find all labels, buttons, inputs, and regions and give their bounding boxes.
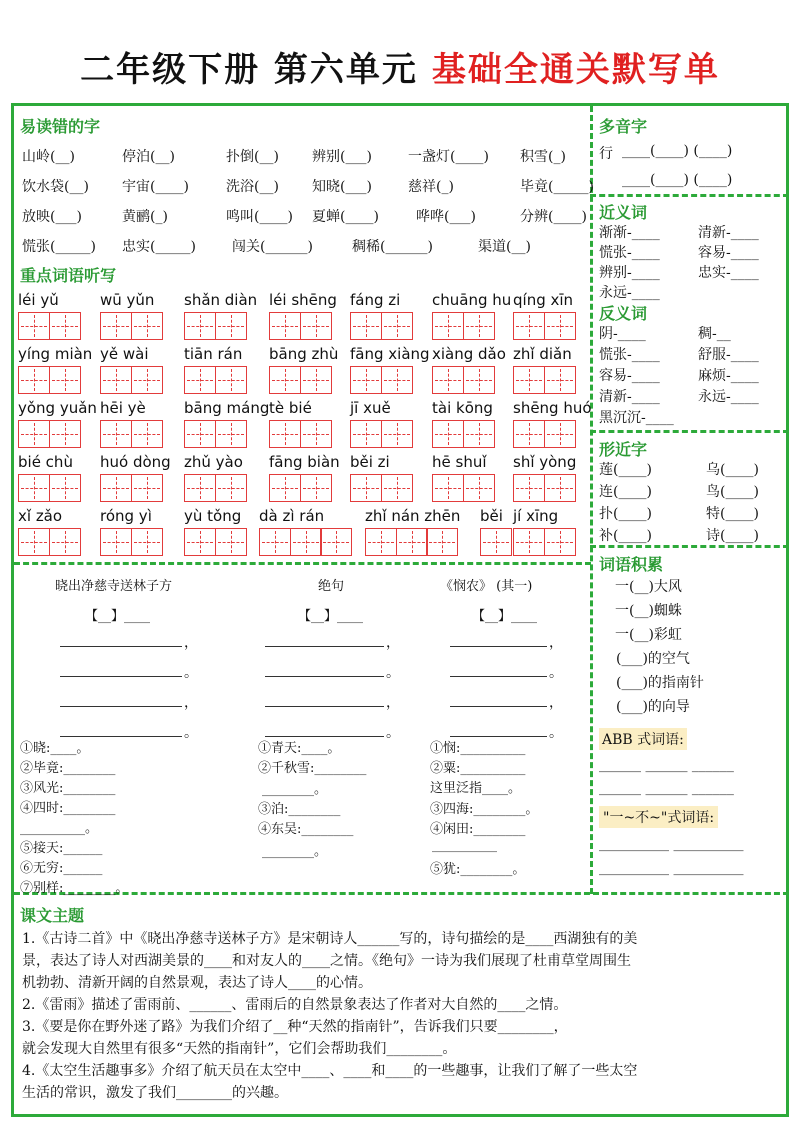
pinyin-label: běi zi: [350, 453, 390, 471]
grid-cell[interactable]: [215, 366, 247, 394]
writing-grid[interactable]: [259, 528, 351, 556]
pinyin-label: bāng zhù: [269, 345, 339, 363]
grid-cell[interactable]: [49, 366, 81, 394]
grid-cell[interactable]: [300, 420, 332, 448]
grid-cell[interactable]: [300, 474, 332, 502]
pinyin-label: dà zì rán: [259, 507, 325, 525]
yibu-blanks: __________ __________: [599, 860, 744, 876]
grid-cell[interactable]: [184, 312, 216, 340]
grid-cell[interactable]: [184, 420, 216, 448]
grid-cell[interactable]: [513, 420, 545, 448]
word-item: 慌张(_____): [22, 239, 96, 255]
word-item: 稠稀(______): [352, 239, 433, 255]
poem-line-blank[interactable]: [265, 706, 384, 707]
grid-cell[interactable]: [49, 474, 81, 502]
note-item: ①悯:__________: [430, 741, 526, 756]
divider: [590, 430, 789, 433]
grid-cell[interactable]: [300, 366, 332, 394]
note-item: ①晓:____。: [20, 741, 90, 756]
poem-author-blank: 【__】____: [472, 609, 538, 624]
note-item: ⑥无穷:______: [20, 861, 103, 876]
writing-grid[interactable]: [513, 312, 574, 340]
abb-label: ABB 式词语:: [599, 728, 687, 750]
word-item: 宇宙(____): [122, 179, 189, 195]
pinyin-label: léi shēng: [269, 291, 337, 309]
grid-cell[interactable]: [426, 528, 458, 556]
note-item: __________。: [20, 821, 99, 836]
note-item: 这里泛指____。: [430, 781, 522, 796]
pinyin-label: zhǐ nán zhēn: [365, 507, 461, 525]
note-item: ②千秋雪:________: [258, 761, 367, 776]
grid-cell[interactable]: [49, 312, 81, 340]
note-item: ③四海:________。: [430, 802, 539, 817]
word-item: 黄鹂(_): [122, 209, 168, 225]
synonym-item: 永远-____: [599, 285, 660, 301]
theme-line: 4.《太空生活趣事多》介绍了航天员在太空中____、____和____的一些趣事，让我们了解了一些太空: [22, 1063, 638, 1079]
theme-line: 机勃勃、清新开阔的自然景观，表达了诗人____的心情。: [22, 975, 372, 991]
antonym-item: 容易-____: [599, 368, 660, 384]
grid-cell[interactable]: [259, 528, 291, 556]
synonym-item: 忠实-____: [698, 265, 759, 281]
grid-cell[interactable]: [184, 366, 216, 394]
pinyin-label: jí xīng: [513, 507, 559, 525]
writing-grid[interactable]: [350, 420, 411, 448]
grid-cell[interactable]: [131, 474, 163, 502]
similar-char-item: 连(____): [599, 484, 652, 500]
punctuation: 。: [549, 725, 563, 741]
poem-line-blank[interactable]: [450, 646, 547, 647]
note-item: ④四时:________: [20, 801, 116, 816]
note-item: ③风光:________: [20, 781, 116, 796]
poem-author-blank: 【__】____: [85, 609, 151, 624]
writing-grid[interactable]: [513, 366, 574, 394]
note-item: ②粟:__________: [430, 761, 526, 776]
poem-line-blank[interactable]: [60, 706, 182, 707]
synonym-item: 辨别-____: [599, 265, 660, 281]
antonym-item: 阴-____: [599, 326, 646, 342]
grid-cell[interactable]: [269, 474, 301, 502]
grid-cell[interactable]: [513, 366, 545, 394]
punctuation: 。: [549, 665, 563, 681]
antonym-item: 永远-____: [698, 389, 759, 405]
duoyin-char: 行: [599, 146, 613, 162]
word-item: 停泊(__): [122, 149, 175, 165]
punctuation: ，: [386, 635, 400, 651]
punctuation: 。: [184, 725, 198, 741]
pinyin-label: yù tǒng: [184, 507, 242, 525]
grid-cell[interactable]: [381, 420, 413, 448]
similar-char-item: 乌(____): [706, 462, 759, 478]
writing-grid[interactable]: [269, 420, 330, 448]
punctuation: 。: [386, 665, 400, 681]
grid-cell[interactable]: [544, 474, 576, 502]
grid-cell[interactable]: [49, 420, 81, 448]
writing-grid[interactable]: [432, 312, 493, 340]
divider: [590, 194, 789, 197]
pinyin-label: léi yǔ: [18, 291, 59, 309]
word-item: 渠道(__): [478, 239, 531, 255]
word-item: 慈祥(_): [408, 179, 454, 195]
pinyin-label: fáng zi: [350, 291, 401, 309]
poem-line-blank[interactable]: [265, 676, 384, 677]
writing-grid[interactable]: [269, 312, 330, 340]
pinyin-label: qíng xīn: [513, 291, 574, 309]
word-item: 分辨(____): [520, 209, 587, 225]
divider: [14, 562, 591, 565]
pinyin-label: yíng miàn: [18, 345, 93, 363]
grid-cell[interactable]: [463, 474, 495, 502]
poem-line-blank[interactable]: [450, 706, 547, 707]
grid-cell[interactable]: [18, 312, 50, 340]
pinyin-label: shǎn diàn: [184, 291, 258, 309]
writing-grid[interactable]: [18, 420, 79, 448]
grid-cell[interactable]: [215, 474, 247, 502]
section-heading-ciyu: 词语积累: [599, 555, 664, 574]
poem-line-blank[interactable]: [265, 646, 384, 647]
word-item: 鸣叫(____): [226, 209, 293, 225]
pinyin-label: yǒng yuǎn: [18, 399, 97, 417]
note-item: ⑤接天:______: [20, 841, 103, 856]
word-item: 闯关(______): [232, 239, 313, 255]
word-item: 饮水袋(__): [22, 179, 89, 195]
similar-char-item: 特(____): [706, 506, 759, 522]
similar-char-item: 鸟(____): [706, 484, 759, 500]
poem-line-blank[interactable]: [450, 676, 547, 677]
yibu-blanks: __________ __________: [599, 836, 744, 852]
poem-title: 绝句: [318, 579, 345, 594]
section-heading-zhuti: 课文主题: [20, 906, 85, 925]
grid-cell[interactable]: [100, 420, 132, 448]
pinyin-label: zhǐ diǎn: [513, 345, 572, 363]
pinyin-label: bié chù: [18, 453, 73, 471]
poem-title: 《悯农》 (其一): [440, 579, 533, 594]
phrase-item: 一(__)大风: [615, 579, 682, 595]
grid-cell[interactable]: [131, 312, 163, 340]
grid-cell[interactable]: [131, 420, 163, 448]
antonym-item: 清新-____: [599, 389, 660, 405]
word-item: 洗浴(__): [226, 179, 279, 195]
theme-line: 生活的常识，激发了我们________的兴趣。: [22, 1085, 288, 1101]
grid-cell[interactable]: [432, 474, 464, 502]
pinyin-label: běi: [480, 507, 503, 525]
punctuation: 。: [386, 725, 400, 741]
writing-grid[interactable]: [184, 366, 245, 394]
writing-grid[interactable]: [18, 528, 79, 556]
writing-grid[interactable]: [100, 528, 161, 556]
theme-line: 1.《古诗二首》中《晓出净慈寺送林子方》是宋朝诗人______写的，诗句描绘的是____西湖独有的美: [22, 931, 638, 947]
theme-line: 景，表达了诗人对西湖美景的____和对友人的____之情。《绝句》一诗为我们展现了杜甫草堂周围生: [22, 953, 631, 969]
grid-cell[interactable]: [18, 474, 50, 502]
writing-grid[interactable]: [432, 420, 493, 448]
note-item: ②毕竟:________: [20, 761, 116, 776]
theme-line: 就会发现大自然里有很多“天然的指南针”，它们会帮助我们________。: [22, 1041, 457, 1057]
word-item: 放映(___): [22, 209, 82, 225]
poem-line-blank[interactable]: [60, 646, 182, 647]
grid-cell[interactable]: [381, 366, 413, 394]
grid-cell[interactable]: [350, 312, 382, 340]
section-heading-duoyin: 多音字: [599, 117, 648, 136]
grid-cell[interactable]: [18, 420, 50, 448]
poem-title: 晓出净慈寺送林子方: [55, 579, 173, 594]
pinyin-label: fāng xiàng: [350, 345, 430, 363]
grid-cell[interactable]: [269, 312, 301, 340]
grid-cell[interactable]: [463, 366, 495, 394]
writing-grid[interactable]: [184, 528, 245, 556]
pinyin-label: xiàng dǎo: [432, 345, 506, 363]
pinyin-label: shǐ yòng: [513, 453, 577, 471]
grid-cell[interactable]: [300, 312, 332, 340]
writing-grid[interactable]: [350, 366, 411, 394]
section-heading-xingjin: 形近字: [599, 440, 648, 459]
word-item: 夏蝉(____): [312, 209, 379, 225]
antonym-item: 黑沉沉-____: [599, 410, 674, 426]
antonym-item: 慌张-____: [599, 347, 660, 363]
word-item: 积雪(_): [520, 149, 566, 165]
synonym-item: 清新-____: [698, 225, 759, 241]
note-item: ________。: [262, 844, 328, 859]
grid-cell[interactable]: [432, 420, 464, 448]
grid-cell[interactable]: [215, 420, 247, 448]
grid-cell[interactable]: [215, 528, 247, 556]
punctuation: ，: [184, 635, 198, 651]
pinyin-label: huó dòng: [100, 453, 171, 471]
grid-cell[interactable]: [215, 312, 247, 340]
note-item: ①青天:____。: [258, 741, 341, 756]
grid-cell[interactable]: [184, 474, 216, 502]
phrase-item: (___)的向导: [616, 699, 690, 715]
writing-grid[interactable]: [100, 420, 161, 448]
grid-cell[interactable]: [350, 366, 382, 394]
grid-cell[interactable]: [513, 474, 545, 502]
phrase-item: 一(__)蜘蛛: [615, 603, 682, 619]
divider: [590, 106, 593, 894]
grid-cell[interactable]: [290, 528, 322, 556]
phrase-item: (___)的指南针: [616, 675, 704, 691]
writing-grid[interactable]: [269, 474, 330, 502]
writing-grid[interactable]: [18, 474, 79, 502]
antonym-item: 麻烦-____: [698, 368, 759, 384]
grid-cell[interactable]: [365, 528, 397, 556]
grid-cell[interactable]: [18, 528, 50, 556]
similar-char-item: 莲(____): [599, 462, 652, 478]
grid-cell[interactable]: [131, 366, 163, 394]
grid-cell[interactable]: [100, 312, 132, 340]
writing-grid[interactable]: [269, 366, 330, 394]
writing-grid[interactable]: [365, 528, 457, 556]
grid-cell[interactable]: [100, 366, 132, 394]
pinyin-label: tiān rán: [184, 345, 243, 363]
word-item: 扑倒(__): [226, 149, 279, 165]
writing-grid[interactable]: [350, 312, 411, 340]
writing-grid[interactable]: [184, 312, 245, 340]
note-item: ③泊:________: [258, 802, 341, 817]
abb-blanks: ______ ______ ______: [599, 757, 734, 773]
punctuation: 。: [184, 665, 198, 681]
pinyin-label: xǐ zǎo: [18, 507, 63, 525]
divider: [14, 892, 789, 895]
grid-cell[interactable]: [544, 366, 576, 394]
grid-cell[interactable]: [320, 528, 352, 556]
section-heading-yidu: 易读错的字: [20, 117, 101, 136]
punctuation: ，: [549, 635, 563, 651]
writing-grid[interactable]: [513, 528, 574, 556]
pinyin-label: bāng máng: [184, 399, 270, 417]
word-item: 辨别(___): [312, 149, 372, 165]
grid-cell[interactable]: [396, 528, 428, 556]
grid-cell[interactable]: [350, 474, 382, 502]
grid-cell[interactable]: [463, 312, 495, 340]
grid-cell[interactable]: [544, 528, 576, 556]
pinyin-label: hēi yè: [100, 399, 146, 417]
note-item: ________。: [262, 782, 328, 797]
pinyin-label: hē shuǐ: [432, 453, 487, 471]
grid-cell[interactable]: [513, 528, 545, 556]
grid-cell[interactable]: [432, 366, 464, 394]
pinyin-label: zhǔ yào: [184, 453, 243, 471]
antonym-item: 舒服-____: [698, 347, 759, 363]
section-heading-jinyi: 近义词: [599, 203, 648, 222]
punctuation: ，: [386, 695, 400, 711]
similar-char-item: 扑(____): [599, 506, 652, 522]
pinyin-label: wū yǔn: [100, 291, 155, 309]
writing-grid[interactable]: [480, 528, 511, 556]
writing-grid[interactable]: [18, 312, 79, 340]
poem-author-blank: 【__】____: [298, 609, 364, 624]
similar-char-item: 诗(____): [706, 528, 759, 544]
grid-cell[interactable]: [381, 312, 413, 340]
punctuation: ，: [184, 695, 198, 711]
word-item: 忠实(_____): [122, 239, 196, 255]
grid-cell[interactable]: [544, 312, 576, 340]
grid-cell[interactable]: [513, 312, 545, 340]
pinyin-label: chuāng hu: [432, 291, 512, 309]
note-item: ⑦别样:________。: [20, 881, 129, 896]
duoyin-blank: ____(____) (____): [622, 143, 733, 159]
grid-cell[interactable]: [480, 528, 512, 556]
grid-cell[interactable]: [544, 420, 576, 448]
word-item: 山岭(__): [22, 149, 75, 165]
theme-line: 3.《要是你在野外迷了路》为我们介绍了__种“天然的指南针”，告诉我们只要________，: [22, 1019, 568, 1035]
page-title: 二年级下册 第六单元 基础全通关默写单: [80, 50, 720, 90]
writing-grid[interactable]: [184, 474, 245, 502]
poem-line-blank[interactable]: [60, 676, 182, 677]
grid-cell[interactable]: [100, 474, 132, 502]
grid-cell[interactable]: [269, 420, 301, 448]
writing-grid[interactable]: [513, 474, 574, 502]
writing-grid[interactable]: [432, 366, 493, 394]
grid-cell[interactable]: [49, 528, 81, 556]
word-item: 知晓(___): [312, 179, 372, 195]
punctuation: ，: [549, 695, 563, 711]
writing-grid[interactable]: [100, 474, 161, 502]
synonym-item: 渐渐-____: [599, 225, 660, 241]
grid-cell[interactable]: [184, 528, 216, 556]
writing-grid[interactable]: [513, 420, 574, 448]
pinyin-label: yě wài: [100, 345, 149, 363]
phrase-item: 一(__)彩虹: [615, 627, 682, 643]
yibu-label: "一~不~"式词语:: [599, 806, 718, 828]
grid-cell[interactable]: [18, 366, 50, 394]
pinyin-label: fāng biàn: [269, 453, 340, 471]
phrase-item: (___)的空气: [616, 651, 690, 667]
synonym-item: 容易-____: [698, 245, 759, 261]
note-item: ⑤犹:________。: [430, 862, 526, 877]
writing-grid[interactable]: [18, 366, 79, 394]
divider: [590, 545, 789, 548]
theme-line: 2.《雷雨》描述了雷雨前、______、雷雨后的自然景象表达了作者对大自然的____之情。: [22, 997, 568, 1013]
writing-grid[interactable]: [184, 420, 245, 448]
writing-grid[interactable]: [100, 366, 161, 394]
writing-grid[interactable]: [432, 474, 493, 502]
note-item: __________: [432, 838, 497, 853]
grid-cell[interactable]: [350, 420, 382, 448]
word-item: 哗哗(___): [416, 209, 476, 225]
word-item: 毕竟(_____): [520, 179, 594, 195]
writing-grid[interactable]: [350, 474, 411, 502]
abb-blanks: ______ ______ ______: [599, 780, 734, 796]
synonym-item: 慌张-____: [599, 245, 660, 261]
section-heading-tingxie: 重点词语听写: [20, 266, 117, 285]
grid-cell[interactable]: [432, 312, 464, 340]
grid-cell[interactable]: [131, 528, 163, 556]
pinyin-label: jī xuě: [350, 399, 391, 417]
grid-cell[interactable]: [381, 474, 413, 502]
similar-char-item: 补(____): [599, 528, 652, 544]
grid-cell[interactable]: [100, 528, 132, 556]
section-heading-fanyi: 反义词: [599, 304, 648, 323]
grid-cell[interactable]: [269, 366, 301, 394]
note-item: ④东吴:________: [258, 822, 354, 837]
writing-grid[interactable]: [100, 312, 161, 340]
word-item: 一盏灯(____): [408, 149, 489, 165]
pinyin-label: tài kōng: [432, 399, 493, 417]
antonym-item: 稠-__: [698, 326, 731, 342]
pinyin-label: róng yì: [100, 507, 152, 525]
pinyin-label: shēng huó: [513, 399, 592, 417]
note-item: ④闲田:________: [430, 822, 526, 837]
duoyin-blank: ____(____) (____): [622, 172, 733, 188]
pinyin-label: tè bié: [269, 399, 312, 417]
grid-cell[interactable]: [463, 420, 495, 448]
